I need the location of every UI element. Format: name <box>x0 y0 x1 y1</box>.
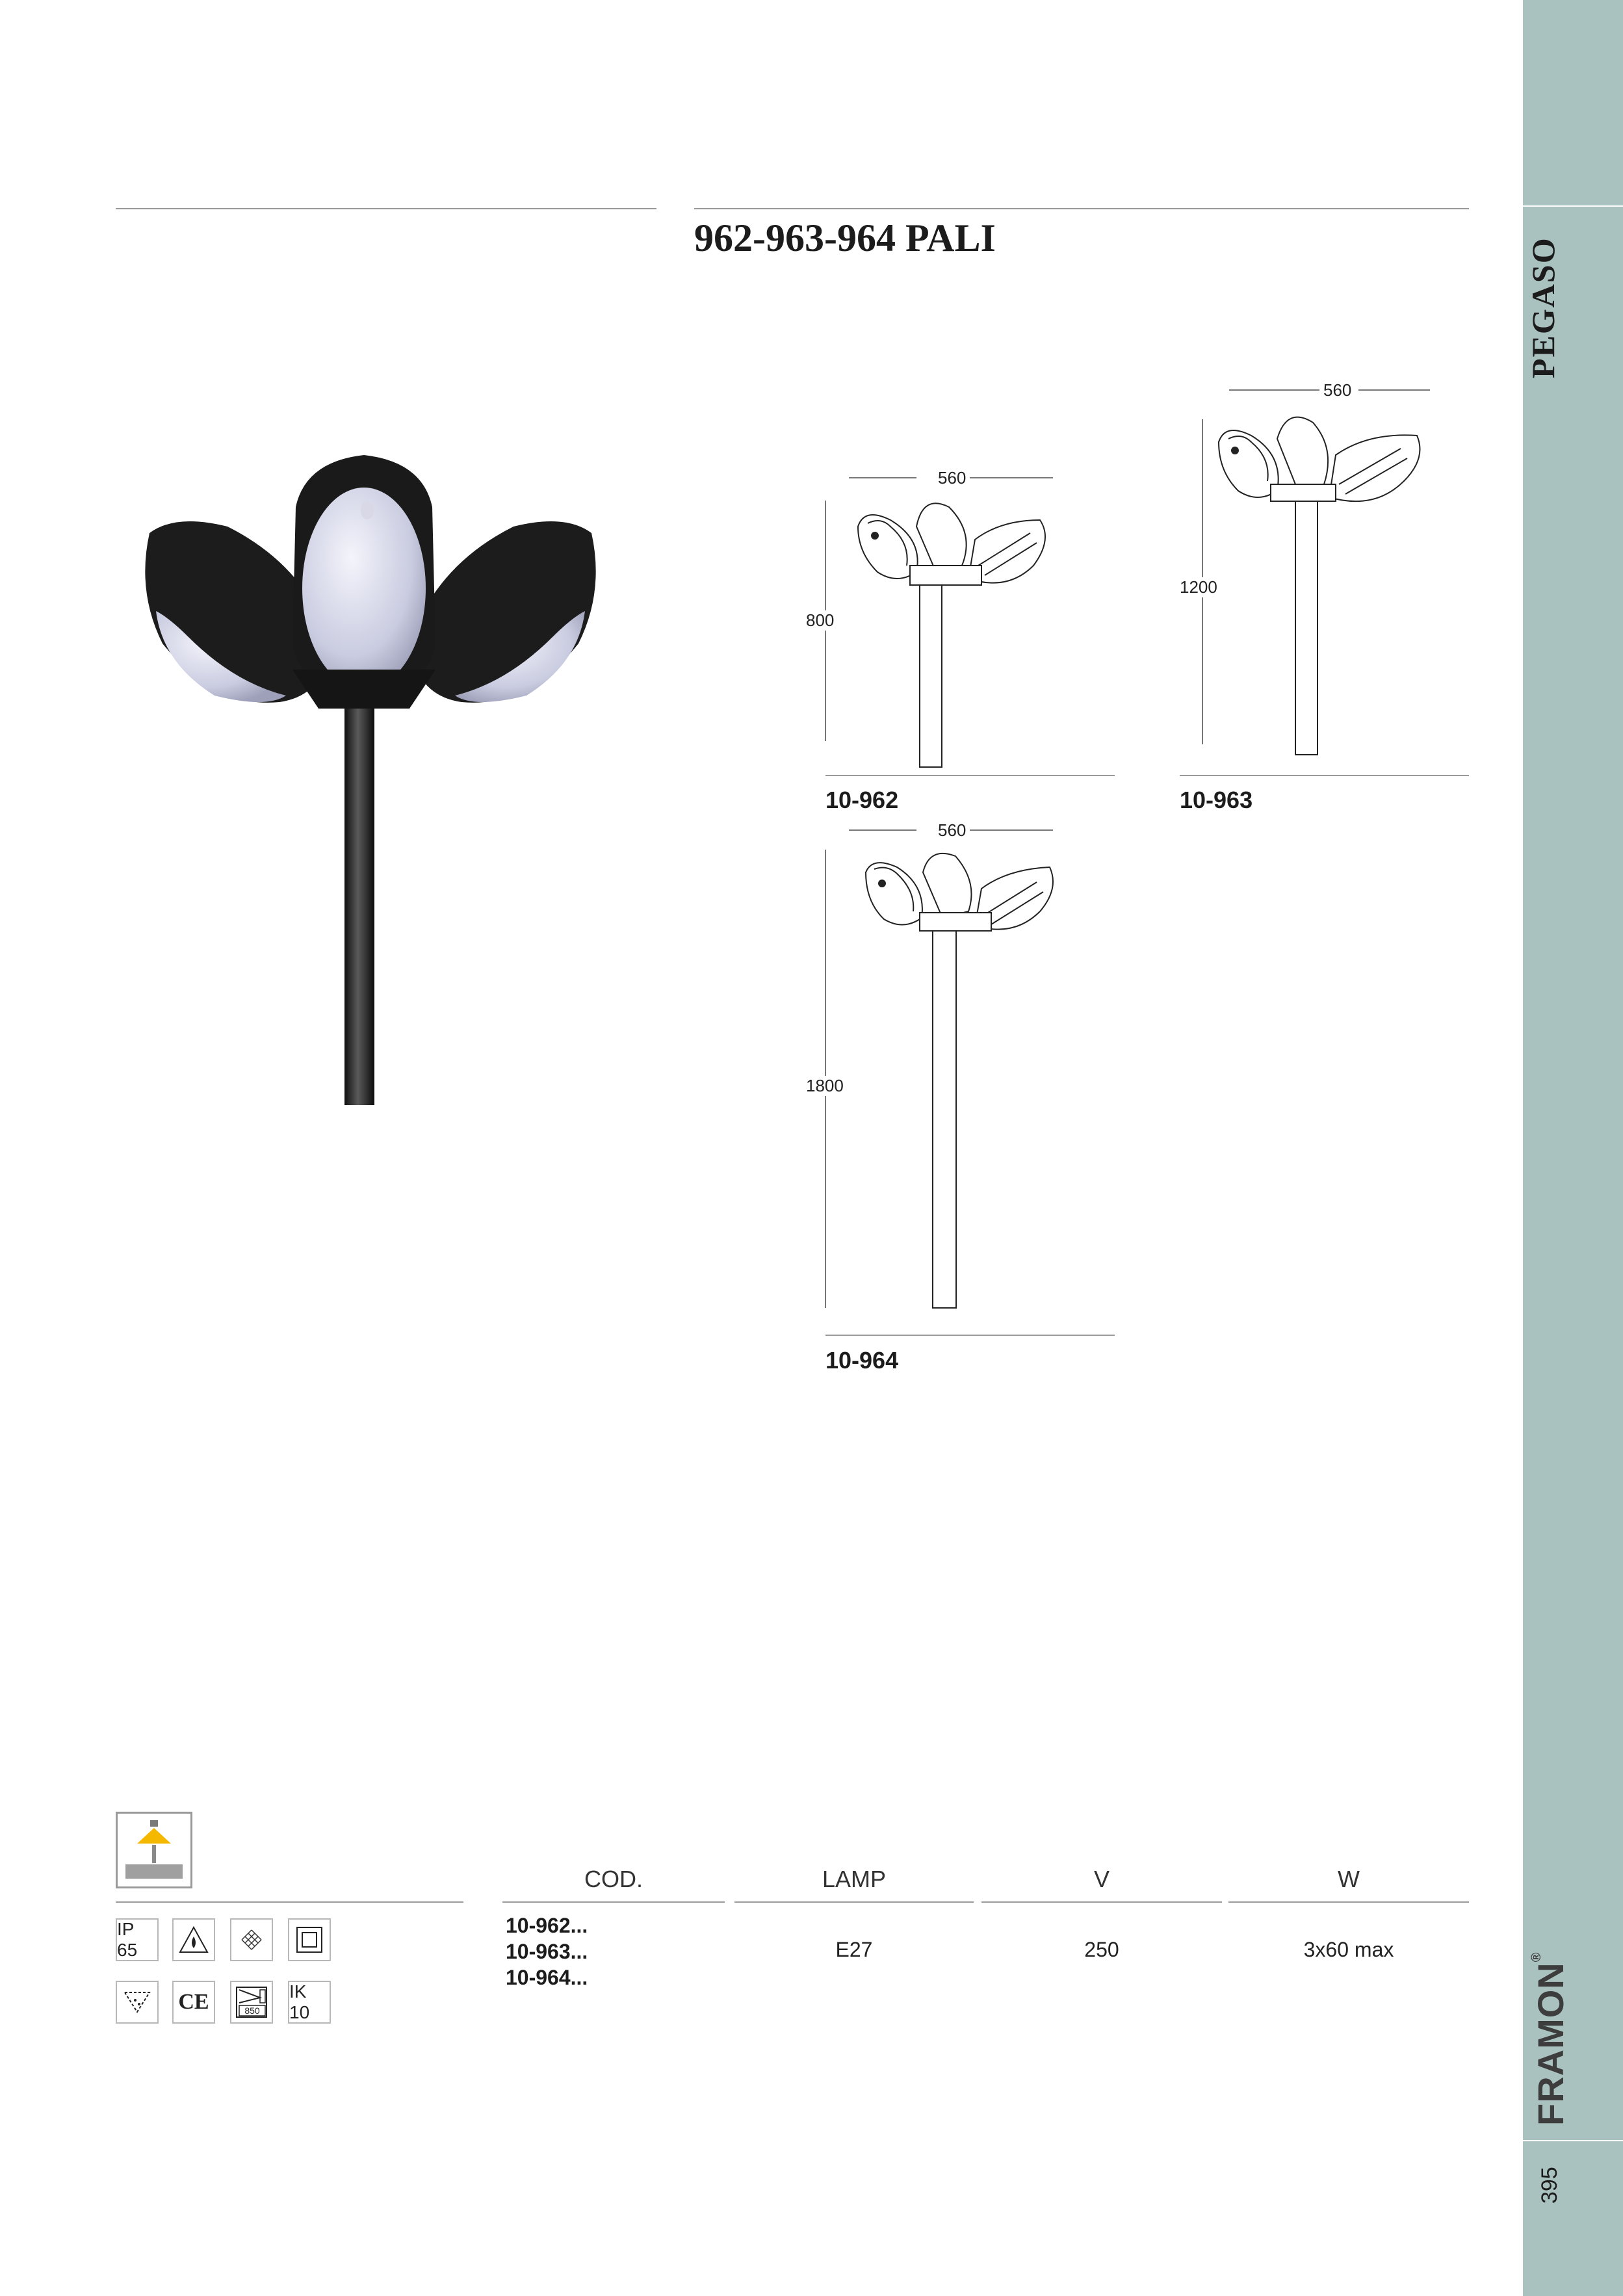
volts-value: 250 <box>1084 1938 1119 1961</box>
lamp-value: E27 <box>835 1938 873 1961</box>
watts-value: 3x60 max <box>1303 1938 1394 1961</box>
framon-logo: FRAMON® <box>1529 1951 1571 2126</box>
brand-name: PEGASO <box>1525 237 1561 378</box>
table-rule <box>1228 1901 1469 1903</box>
table-rule <box>981 1901 1222 1903</box>
column-header-watts: W <box>1338 1866 1360 1892</box>
product-code: 10-964... <box>506 1966 588 1989</box>
sidebar-divider <box>1523 2140 1623 2141</box>
table-rule <box>734 1901 974 1903</box>
icons-rule <box>116 1901 463 1903</box>
header-rule-left <box>116 208 656 209</box>
dim-width-10-964: 560 <box>934 820 970 841</box>
product-photo <box>136 449 604 1105</box>
sidebar-divider <box>1523 205 1623 207</box>
drip-proof-icon <box>116 1981 159 2024</box>
drawing-rule <box>825 775 1115 776</box>
column-header-code: COD. <box>584 1866 643 1892</box>
glow-wire-icon <box>230 1981 273 2024</box>
drawing-rule <box>1180 775 1469 776</box>
ik10-badge: IK 10 <box>288 1981 331 2024</box>
floor-lamp-icon <box>118 1814 190 1886</box>
table-rule <box>502 1901 725 1903</box>
flammable-surface-icon <box>172 1918 215 1961</box>
drawing-code-10-962: 10-962 <box>825 787 899 813</box>
product-code: 10-963... <box>506 1940 588 1963</box>
column-header-volts: V <box>1093 1866 1110 1892</box>
class-ii-icon <box>288 1918 331 1961</box>
drawing-code-10-963: 10-963 <box>1180 787 1253 813</box>
drawing-10-963 <box>1180 380 1479 770</box>
dim-height-10-963: 1200 <box>1180 577 1217 597</box>
dim-width-10-963: 560 <box>1319 380 1355 400</box>
column-header-lamp: LAMP <box>822 1866 887 1892</box>
lamp-type-box <box>116 1812 192 1888</box>
header-rule-right <box>694 208 1469 209</box>
dim-width-10-962: 560 <box>934 468 970 488</box>
diffuser-pattern-icon <box>230 1918 273 1961</box>
drawing-code-10-964: 10-964 <box>825 1347 899 1374</box>
glow-wire-value: 850 <box>244 2005 260 2016</box>
dim-height-10-964: 1800 <box>806 1076 844 1095</box>
drawing-rule <box>825 1335 1115 1336</box>
dim-height-10-962: 800 <box>806 610 835 630</box>
page-number: 395 <box>1537 2167 1562 2204</box>
page-title: 962-963-964 PALI <box>694 216 996 259</box>
ce-mark-icon: CE <box>172 1981 215 2024</box>
drawing-10-964 <box>806 820 1118 1334</box>
drawing-10-962 <box>806 468 1118 774</box>
ip65-badge: IP 65 <box>116 1918 159 1961</box>
product-codes <box>506 1912 588 1990</box>
product-code: 10-962... <box>506 1914 588 1937</box>
